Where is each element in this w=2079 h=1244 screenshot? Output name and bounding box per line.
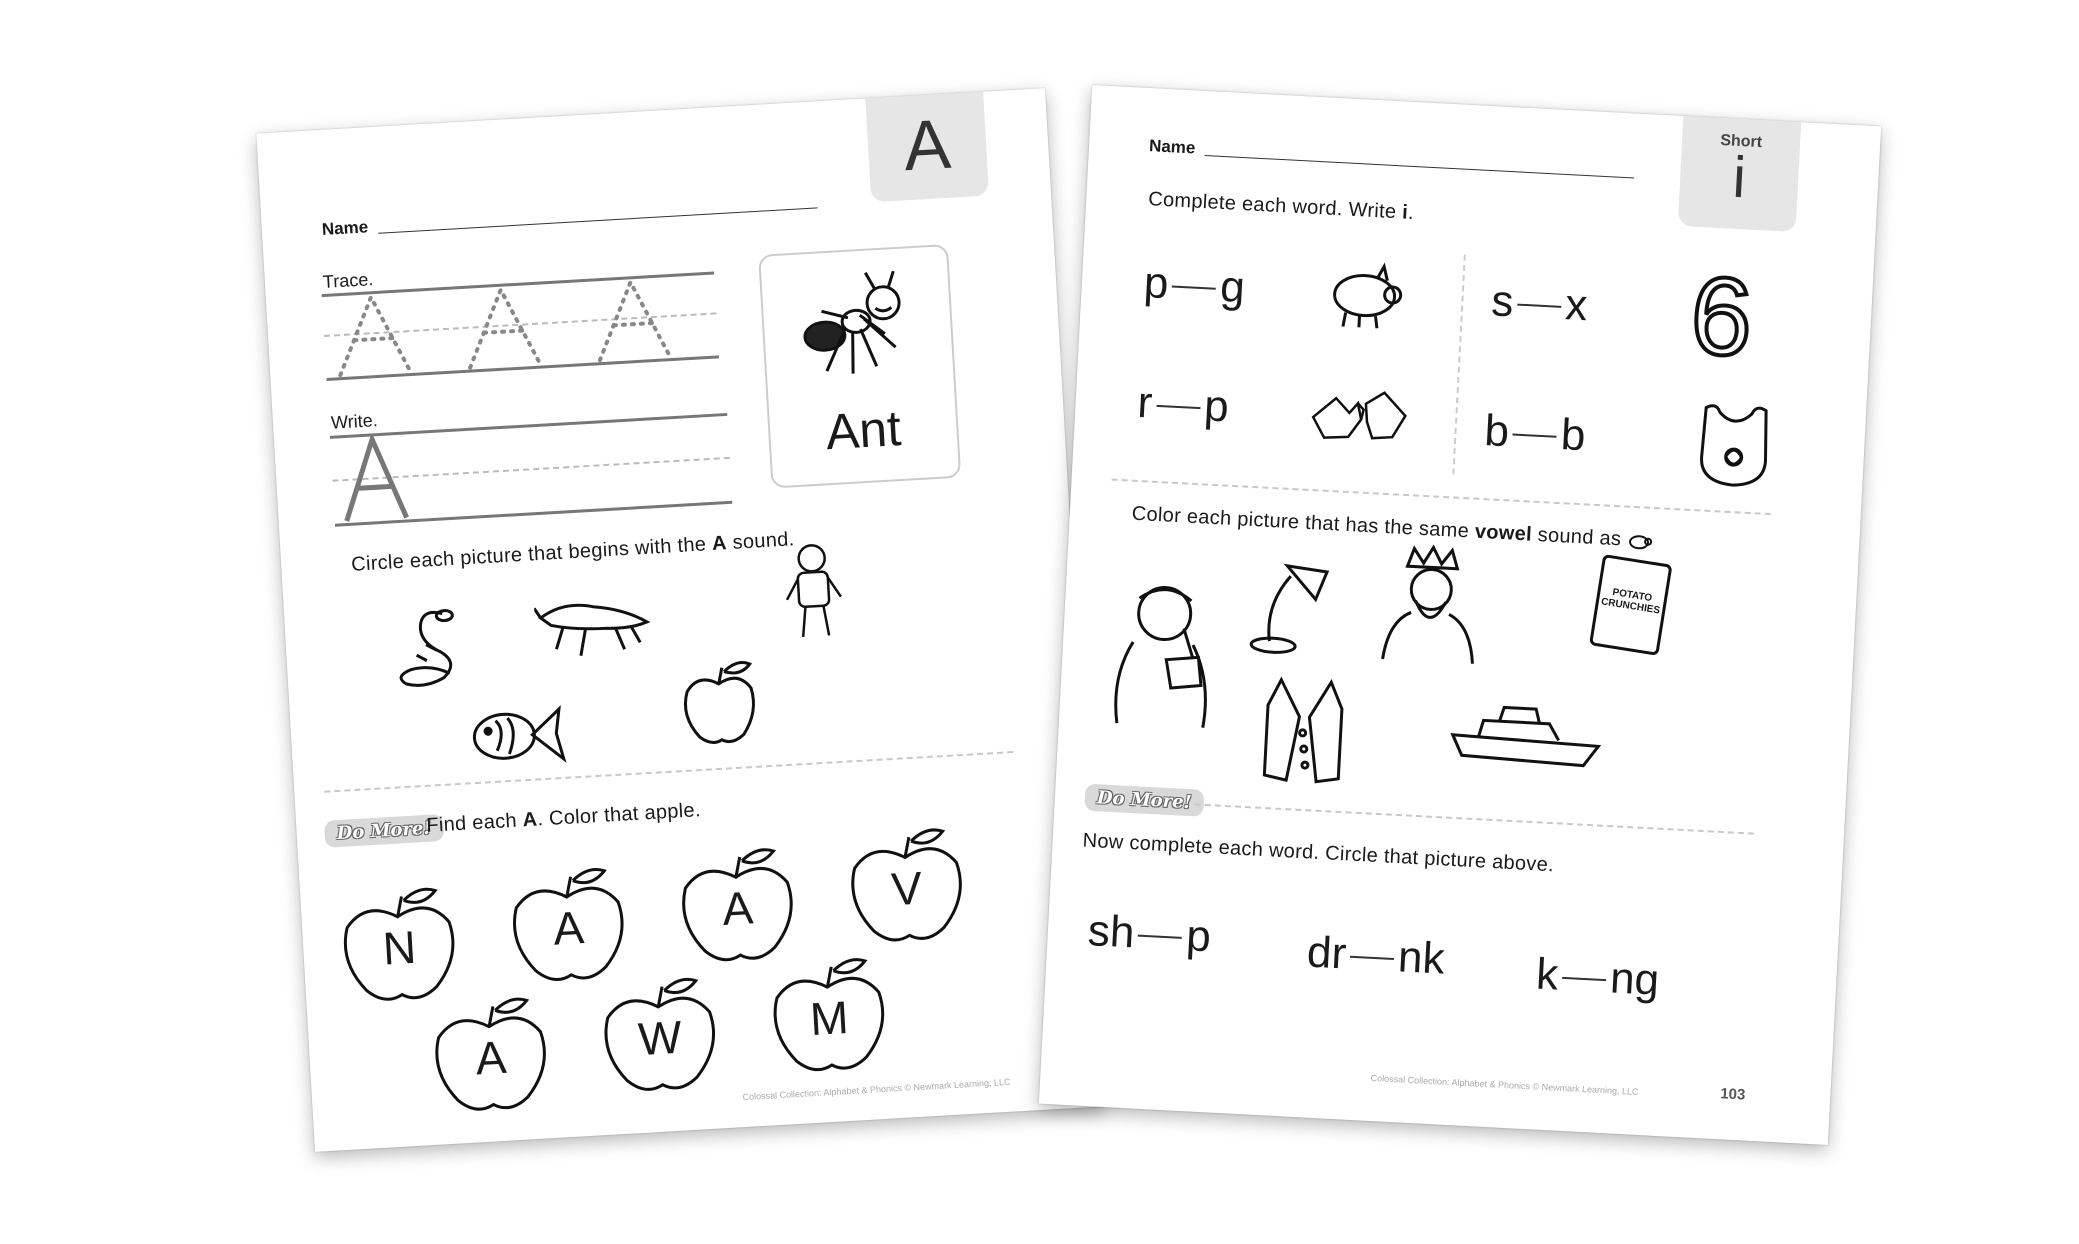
word-blank[interactable] xyxy=(1350,956,1394,960)
circle-instruction-post: sound. xyxy=(726,528,796,555)
apple-a2[interactable] xyxy=(673,844,802,969)
final-word-ship[interactable] xyxy=(1087,906,1212,962)
complete-instruction-pre: Complete each word. Write xyxy=(1147,188,1403,224)
final-word-king[interactable] xyxy=(1535,950,1660,1006)
worksheet-page-short-i xyxy=(1039,85,1881,1145)
apple-letter: N xyxy=(381,920,418,975)
section-divider xyxy=(324,751,1013,793)
apple-letter: A xyxy=(551,901,586,955)
snake-icon[interactable] xyxy=(384,602,479,697)
name-label: Name xyxy=(1148,136,1196,158)
apple-letter: V xyxy=(890,861,924,916)
potato-chips-icon[interactable] xyxy=(1589,554,1673,656)
find-instruction-pre: Find each xyxy=(425,809,524,837)
apple-icon[interactable] xyxy=(677,656,762,750)
word-p-g[interactable] xyxy=(1143,258,1246,313)
fish-icon[interactable] xyxy=(464,697,568,773)
word-start: b xyxy=(1483,406,1511,457)
find-instruction xyxy=(426,799,702,838)
word-blank[interactable] xyxy=(1156,405,1200,409)
word-b-b[interactable] xyxy=(1483,406,1586,461)
ant-word: Ant xyxy=(824,400,903,461)
apple-letter: A xyxy=(474,1030,508,1085)
word-end: b xyxy=(1559,410,1587,461)
name-label: Name xyxy=(321,217,369,239)
do-more-badge: Do More! xyxy=(1084,784,1204,817)
footer-credit: Colossal Collection: Alphabet & Phonics © Newmark Learning, LLC xyxy=(1370,1072,1639,1097)
do-more-badge: Do More! xyxy=(324,814,444,848)
apple-m[interactable] xyxy=(765,954,894,1079)
word-end: ng xyxy=(1608,953,1661,1005)
word-blank[interactable] xyxy=(1562,977,1606,981)
ant-card xyxy=(758,244,961,489)
do-more-divider xyxy=(1195,803,1754,834)
apple-w[interactable] xyxy=(596,973,725,1098)
page-number: 103 xyxy=(1719,1085,1746,1104)
trace-label: Trace. xyxy=(322,269,374,292)
word-blank[interactable] xyxy=(1513,434,1557,438)
circle-instruction-bold: A xyxy=(711,532,728,556)
boy-drinking-icon[interactable] xyxy=(1099,576,1227,732)
apple-a3[interactable] xyxy=(426,993,555,1118)
word-blank[interactable] xyxy=(1517,304,1561,308)
astronaut-icon[interactable] xyxy=(776,540,852,644)
word-start: dr xyxy=(1305,927,1348,979)
color-instruction-pre: Color each picture that has the same xyxy=(1131,502,1476,543)
complete-instruction xyxy=(1148,188,1415,225)
complete-instruction-post: . xyxy=(1407,201,1415,225)
complete-instruction-bold: i xyxy=(1401,201,1409,224)
bib-icon xyxy=(1692,397,1777,491)
word-start: sh xyxy=(1086,905,1136,958)
write-letter-a xyxy=(336,433,421,523)
word-s-x[interactable] xyxy=(1490,276,1588,331)
word-start: k xyxy=(1535,949,1560,1000)
king-icon[interactable] xyxy=(1372,541,1488,667)
ship-icon[interactable] xyxy=(1447,695,1610,773)
apple-letter: A xyxy=(720,881,755,935)
ant-icon xyxy=(761,264,954,395)
pig-icon xyxy=(1325,258,1409,332)
apple-letter: W xyxy=(636,1010,684,1066)
trace-letters xyxy=(326,273,720,379)
word-r-p[interactable] xyxy=(1136,378,1230,433)
word-start: r xyxy=(1136,377,1154,428)
find-instruction-post: . Color that apple. xyxy=(536,799,702,831)
final-word-drink[interactable] xyxy=(1306,927,1446,984)
word-end: g xyxy=(1219,262,1247,313)
now-instruction: Now complete each word. Circle that picture above. xyxy=(1082,829,1555,877)
short-i-tab xyxy=(1678,116,1802,232)
rip-icon xyxy=(1304,377,1418,453)
word-end: p xyxy=(1185,911,1213,962)
apple-a1[interactable] xyxy=(504,864,633,989)
pig-small-icon xyxy=(1626,529,1653,552)
word-end: nk xyxy=(1396,932,1446,984)
alligator-icon[interactable] xyxy=(533,582,657,669)
word-blank[interactable] xyxy=(1138,935,1182,939)
word-start: s xyxy=(1490,276,1515,327)
apple-letter: M xyxy=(808,991,850,1046)
word-end: x xyxy=(1564,280,1589,331)
chips-text: POTATO CRUNCHIES xyxy=(1600,586,1661,617)
apple-n[interactable] xyxy=(335,883,464,1008)
letter-tab xyxy=(865,92,989,203)
word-blank[interactable] xyxy=(1172,286,1216,290)
circle-instruction-pre: Circle each picture that begins with the xyxy=(350,533,713,576)
tab-letter: i xyxy=(1731,144,1748,211)
word-end: p xyxy=(1202,381,1230,432)
vest-icon[interactable] xyxy=(1256,675,1352,790)
color-instruction-bold: vowel xyxy=(1474,520,1533,546)
name-line xyxy=(378,207,817,233)
color-instruction-post: sound as xyxy=(1531,523,1622,551)
worksheet-page-a xyxy=(256,88,1103,1152)
tab-small-label: Short xyxy=(1719,131,1763,152)
find-instruction-bold: A xyxy=(522,808,539,832)
lamp-icon[interactable] xyxy=(1243,544,1339,659)
footer-credit: Colossal Collection: Alphabet & Phonics © Newmark Learning, LLC xyxy=(742,1076,1011,1103)
tab-letter: A xyxy=(901,104,953,186)
vertical-divider xyxy=(1452,255,1466,475)
write-label: Write. xyxy=(330,410,379,433)
circle-instruction xyxy=(351,528,795,577)
word-start: p xyxy=(1142,258,1170,309)
six-icon: 6 xyxy=(1687,253,1756,380)
name-line xyxy=(1205,155,1634,179)
apple-v[interactable] xyxy=(842,824,971,949)
